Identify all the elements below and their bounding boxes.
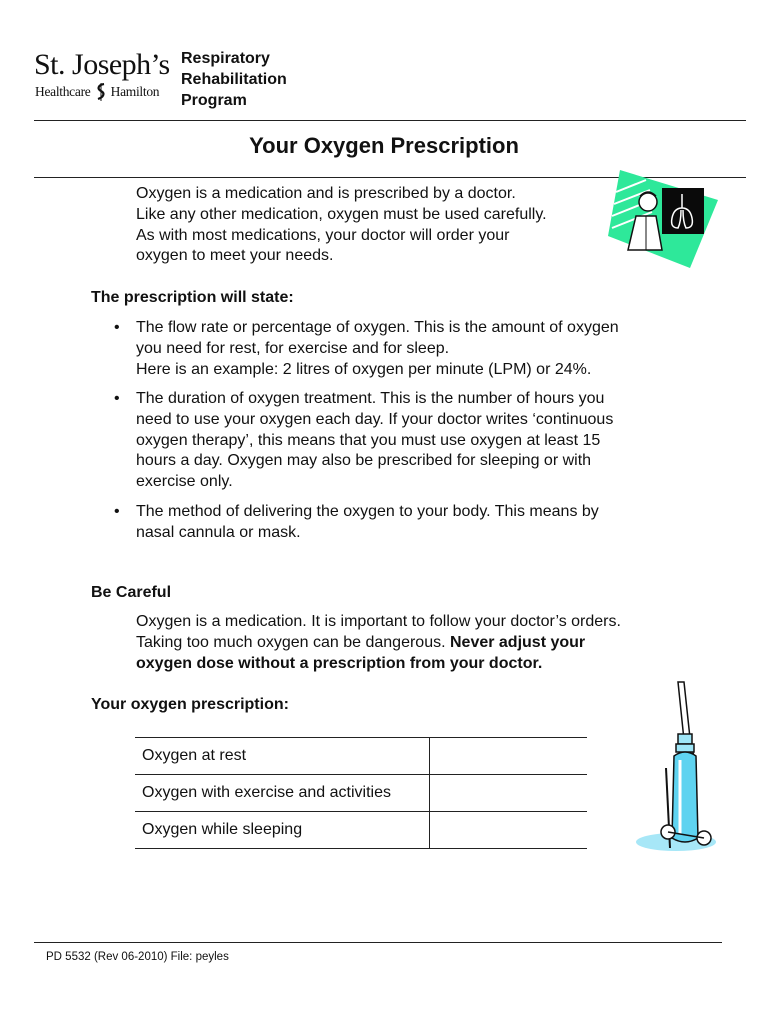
doctor-with-lung-xray-icon [606,162,718,268]
bullet-glyph: • [114,503,120,520]
careful-paragraph [136,612,621,674]
logo-sub-right: Hamilton [110,84,160,99]
bullet-line: need to use your oxygen each day. If your doctor writes ‘continuous [136,410,614,428]
bullet-line: exercise only. [136,473,233,491]
intro-line: oxygen to meet your needs. [136,247,334,265]
intro-line: Like any other medication, oxygen must be used carefully. [136,205,547,223]
table-row [135,738,587,775]
bullet-line: The duration of oxygen treatment. This is the number of hours you [136,390,605,407]
bullet-glyph: • [114,390,120,407]
program-line: Rehabilitation [181,71,287,88]
careful-line [136,633,621,654]
program-line: Program [181,92,247,109]
intro-paragraph [136,184,547,267]
bullet-line: nasal cannula or mask. [136,523,301,541]
program-name [181,48,287,111]
bullet-item [136,502,599,544]
bullet-line: hours a day. Oxygen may also be prescribed for sleeping or with [136,452,592,470]
intro-line: Oxygen is a medication and is prescribed by a doctor. [136,185,516,202]
your-prescription-heading: Your oxygen prescription: [91,696,289,713]
table-cell-label: Oxygen at rest [135,738,430,775]
careful-line: Oxygen is a medication. It is important to follow your doctor’s orders. [136,613,621,630]
header-rule [34,120,746,121]
careful-line [136,654,621,675]
bullet-glyph: • [114,319,120,336]
bullet-line: The flow rate or percentage of oxygen. This is the amount of oxygen [136,319,619,336]
table-cell-value[interactable] [430,775,588,812]
bullet-line: oxygen therapy’, this means that you must use oxygen at least 15 [136,431,601,449]
footer-rule [34,942,722,943]
logo-subtitle [35,83,159,101]
table-cell-value[interactable] [430,812,588,849]
careful-text: Taking too much oxygen can be dangerous. [136,633,450,651]
table-cell-value[interactable] [430,738,588,775]
page-title: Your Oxygen Prescription [249,133,519,158]
careful-warning: oxygen dose without a prescription from your doctor. [136,654,543,672]
careful-warning: Never adjust your [449,633,586,651]
table-cell-label: Oxygen with exercise and activities [135,775,430,812]
prescription-heading: The prescription will state: [91,289,294,306]
program-line: Respiratory [181,50,270,67]
oxygen-tank-icon [632,678,720,856]
bullet-line: The method of delivering the oxygen to your body. This means by [136,503,599,520]
bullet-line: you need for rest, for exercise and for sleep. [136,339,450,357]
table-row [135,775,587,812]
logo-name: St. Joseph’s [34,48,170,81]
logo-sub-left: Healthcare [35,84,91,99]
bullet-line: Here is an example: 2 litres of oxygen per minute (LPM) or 24%. [136,360,592,378]
be-careful-heading: Be Careful [91,584,172,601]
st-josephs-logo [34,48,174,108]
logo-mark-icon [95,83,107,101]
intro-line: As with most medications, your doctor will order your [136,226,510,244]
table-row [135,812,587,849]
bullet-item [136,318,619,380]
bullet-item [136,389,613,493]
prescription-table [135,737,587,849]
footer-text: PD 5532 (Rev 06-2010) File: peyles [46,951,229,963]
table-cell-label: Oxygen while sleeping [135,812,430,849]
